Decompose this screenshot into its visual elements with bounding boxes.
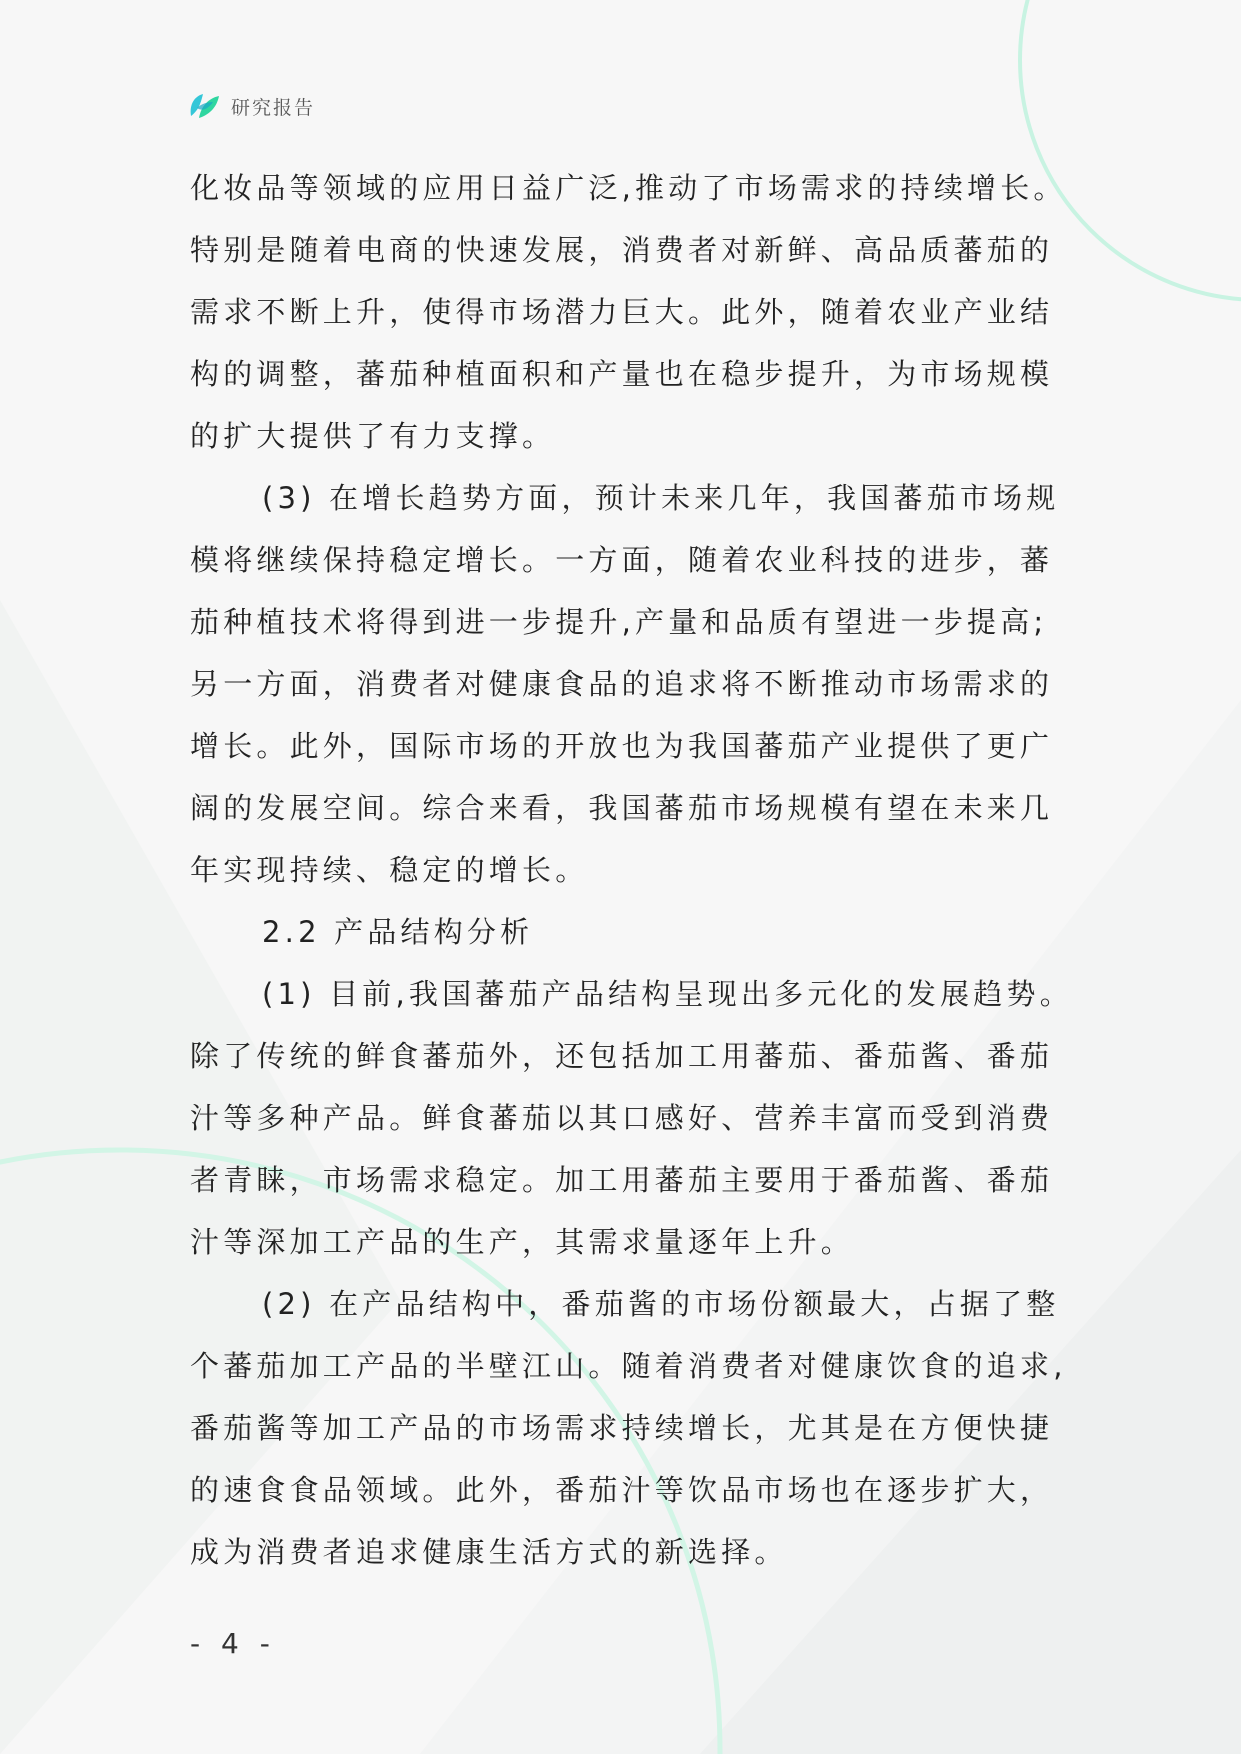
paragraph-line: 增长。此外，国际市场的开放也为我国蕃茄产业提供了更广	[190, 729, 1054, 763]
page-number: - 4 -	[190, 1627, 276, 1660]
paragraph-line: 另一方面，消费者对健康食品的追求将不断推动市场需求的	[190, 667, 1054, 701]
paragraph-line: 的速食食品领域。此外，番茄汁等饮品市场也在逐步扩大，	[190, 1473, 1054, 1507]
paragraph-line: 汁等多种产品。鲜食蕃茄以其口感好、营养丰富而受到消费	[190, 1101, 1054, 1135]
paragraph-line: (3) 在增长趋势方面，预计未来几年，我国蕃茄市场规	[262, 481, 1060, 515]
paragraph-line: 需求不断上升，使得市场潜力巨大。此外，随着农业产业结	[190, 295, 1054, 329]
paragraph-line: 茄种植技术将得到进一步提升,产量和品质有望进一步提高;	[190, 605, 1048, 639]
paragraph-line: (2) 在产品结构中，番茄酱的市场份额最大，占据了整	[262, 1287, 1060, 1321]
paragraph-line: 特别是随着电商的快速发展，消费者对新鲜、高品质蕃茄的	[190, 233, 1054, 267]
paragraph-line: 汁等深加工产品的生产，其需求量逐年上升。	[190, 1225, 855, 1259]
paragraph-line: 除了传统的鲜食蕃茄外，还包括加工用蕃茄、番茄酱、番茄	[190, 1039, 1054, 1073]
leaf-logo-icon	[187, 90, 223, 122]
header-title: 研究报告	[231, 96, 316, 119]
paragraph-line: 者青睐，市场需求稳定。加工用蕃茄主要用于番茄酱、番茄	[190, 1163, 1054, 1197]
body-text	[190, 157, 1090, 1583]
section-heading: 2.2 产品结构分析	[262, 915, 534, 949]
paragraph-line: 的扩大提供了有力支撑。	[190, 419, 556, 453]
report-header	[187, 88, 315, 124]
paragraph-line: 阔的发展空间。综合来看，我国蕃茄市场规模有望在未来几	[190, 791, 1054, 825]
paragraph-line: 化妆品等领域的应用日益广泛,推动了市场需求的持续增长。	[190, 171, 1067, 205]
paragraph-line: 番茄酱等加工产品的市场需求持续增长，尤其是在方便快捷	[190, 1411, 1054, 1445]
paragraph-line: (1) 目前,我国蕃茄产品结构呈现出多元化的发展趋势。	[262, 977, 1073, 1011]
paragraph-line: 年实现持续、稳定的增长。	[190, 853, 589, 887]
paragraph-line: 构的调整，蕃茄种植面积和产量也在稳步提升，为市场规模	[190, 357, 1054, 391]
paragraph-line: 成为消费者追求健康生活方式的新选择。	[190, 1535, 788, 1569]
paragraph-line: 个蕃茄加工产品的半壁江山。随着消费者对健康饮食的追求,	[190, 1349, 1067, 1383]
paragraph-line: 模将继续保持稳定增长。一方面，随着农业科技的进步，蕃	[190, 543, 1054, 577]
